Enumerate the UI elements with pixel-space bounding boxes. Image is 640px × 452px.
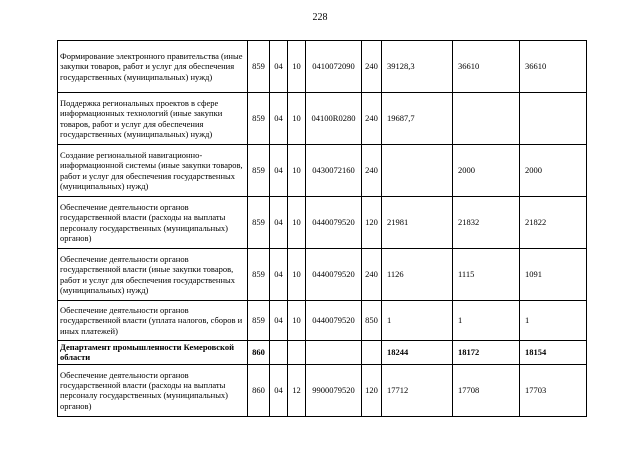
section-code: 04 xyxy=(270,197,288,249)
expense-type-code: 240 xyxy=(362,249,382,301)
page-number: 228 xyxy=(312,12,328,23)
ved-code: 860 xyxy=(248,341,270,365)
item-name: Формирование электронного правительства (иные закупки товаров, работ и услуг для обеспечения государственных (муниципальных) нужд) xyxy=(58,41,248,93)
amount-year-1: 1126 xyxy=(382,249,453,301)
target-article-code: 0410072090 xyxy=(306,41,362,93)
amount-year-3: 17703 xyxy=(520,364,587,416)
table-body xyxy=(58,41,587,417)
table-row xyxy=(58,249,587,301)
amount-year-2: 2000 xyxy=(453,145,520,197)
subsection-code: 10 xyxy=(288,145,306,197)
amount-year-3 xyxy=(520,93,587,145)
amount-year-1: 39128,3 xyxy=(382,41,453,93)
amount-year-1 xyxy=(382,145,453,197)
amount-year-1: 19687,7 xyxy=(382,93,453,145)
amount-year-3: 36610 xyxy=(520,41,587,93)
expense-type-code: 240 xyxy=(362,93,382,145)
amount-year-3: 1 xyxy=(520,301,587,341)
amount-year-3: 21822 xyxy=(520,197,587,249)
ved-code: 860 xyxy=(248,364,270,416)
section-code: 04 xyxy=(270,301,288,341)
amount-year-1: 17712 xyxy=(382,364,453,416)
amount-year-2 xyxy=(453,93,520,145)
subsection-code: 10 xyxy=(288,197,306,249)
target-article-code: 0430072160 xyxy=(306,145,362,197)
ved-code: 859 xyxy=(248,41,270,93)
target-article-code: 0440079520 xyxy=(306,301,362,341)
ved-code: 859 xyxy=(248,93,270,145)
section-code: 04 xyxy=(270,41,288,93)
amount-year-3: 2000 xyxy=(520,145,587,197)
amount-year-2: 36610 xyxy=(453,41,520,93)
amount-year-2: 1 xyxy=(453,301,520,341)
amount-year-2: 21832 xyxy=(453,197,520,249)
target-article-code: 0440079520 xyxy=(306,249,362,301)
ved-code: 859 xyxy=(248,301,270,341)
expense-type-code: 240 xyxy=(362,145,382,197)
amount-year-3: 1091 xyxy=(520,249,587,301)
expense-type-code: 240 xyxy=(362,41,382,93)
table-row xyxy=(58,197,587,249)
item-name: Департамент промышленности Кемеровской области xyxy=(58,341,248,365)
section-code xyxy=(270,341,288,365)
target-article-code: 9900079520 xyxy=(306,364,362,416)
expense-type-code: 120 xyxy=(362,364,382,416)
section-code: 04 xyxy=(270,249,288,301)
table-row xyxy=(58,364,587,416)
target-article-code: 0440079520 xyxy=(306,197,362,249)
section-code: 04 xyxy=(270,93,288,145)
amount-year-3: 18154 xyxy=(520,341,587,365)
target-article-code xyxy=(306,341,362,365)
table-row xyxy=(58,145,587,197)
ved-code: 859 xyxy=(248,249,270,301)
item-name: Обеспечение деятельности органов государственной власти (расходы на выплаты персоналу государственных (муниципальных) органов) xyxy=(58,364,248,416)
item-name: Создание региональной навигационно-информационной системы (иные закупки товаров, работ и услуг для обеспечения государственных (муниципальных) нужд) xyxy=(58,145,248,197)
subsection-code: 10 xyxy=(288,301,306,341)
expense-type-code: 120 xyxy=(362,197,382,249)
amount-year-2: 17708 xyxy=(453,364,520,416)
amount-year-2: 18172 xyxy=(453,341,520,365)
subsection-code: 10 xyxy=(288,93,306,145)
item-name: Обеспечение деятельности органов государственной власти (расходы на выплаты персоналу государственных (муниципальных) органов) xyxy=(58,197,248,249)
expense-type-code xyxy=(362,341,382,365)
ved-code: 859 xyxy=(248,145,270,197)
subsection-code xyxy=(288,341,306,365)
amount-year-1: 18244 xyxy=(382,341,453,365)
subsection-code: 12 xyxy=(288,364,306,416)
item-name: Поддержка региональных проектов в сфере информационных технологий (иные закупки товаров, работ и услуг для обеспечения государственных (муниципальных) нужд) xyxy=(58,93,248,145)
expense-type-code: 850 xyxy=(362,301,382,341)
target-article-code: 04100R0280 xyxy=(306,93,362,145)
section-code: 04 xyxy=(270,145,288,197)
amount-year-2: 1115 xyxy=(453,249,520,301)
table-row xyxy=(58,301,587,341)
table-row xyxy=(58,341,587,365)
subsection-code: 10 xyxy=(288,249,306,301)
subsection-code: 10 xyxy=(288,41,306,93)
amount-year-1: 21981 xyxy=(382,197,453,249)
item-name: Обеспечение деятельности органов государственной власти (иные закупки товаров, работ и услуг для обеспечения государственных (муниципальных) нужд) xyxy=(58,249,248,301)
amount-year-1: 1 xyxy=(382,301,453,341)
budget-table xyxy=(57,40,587,417)
table-row xyxy=(58,93,587,145)
item-name: Обеспечение деятельности органов государственной власти (уплата налогов, сборов и иных платежей) xyxy=(58,301,248,341)
section-code: 04 xyxy=(270,364,288,416)
ved-code: 859 xyxy=(248,197,270,249)
table-row xyxy=(58,41,587,93)
